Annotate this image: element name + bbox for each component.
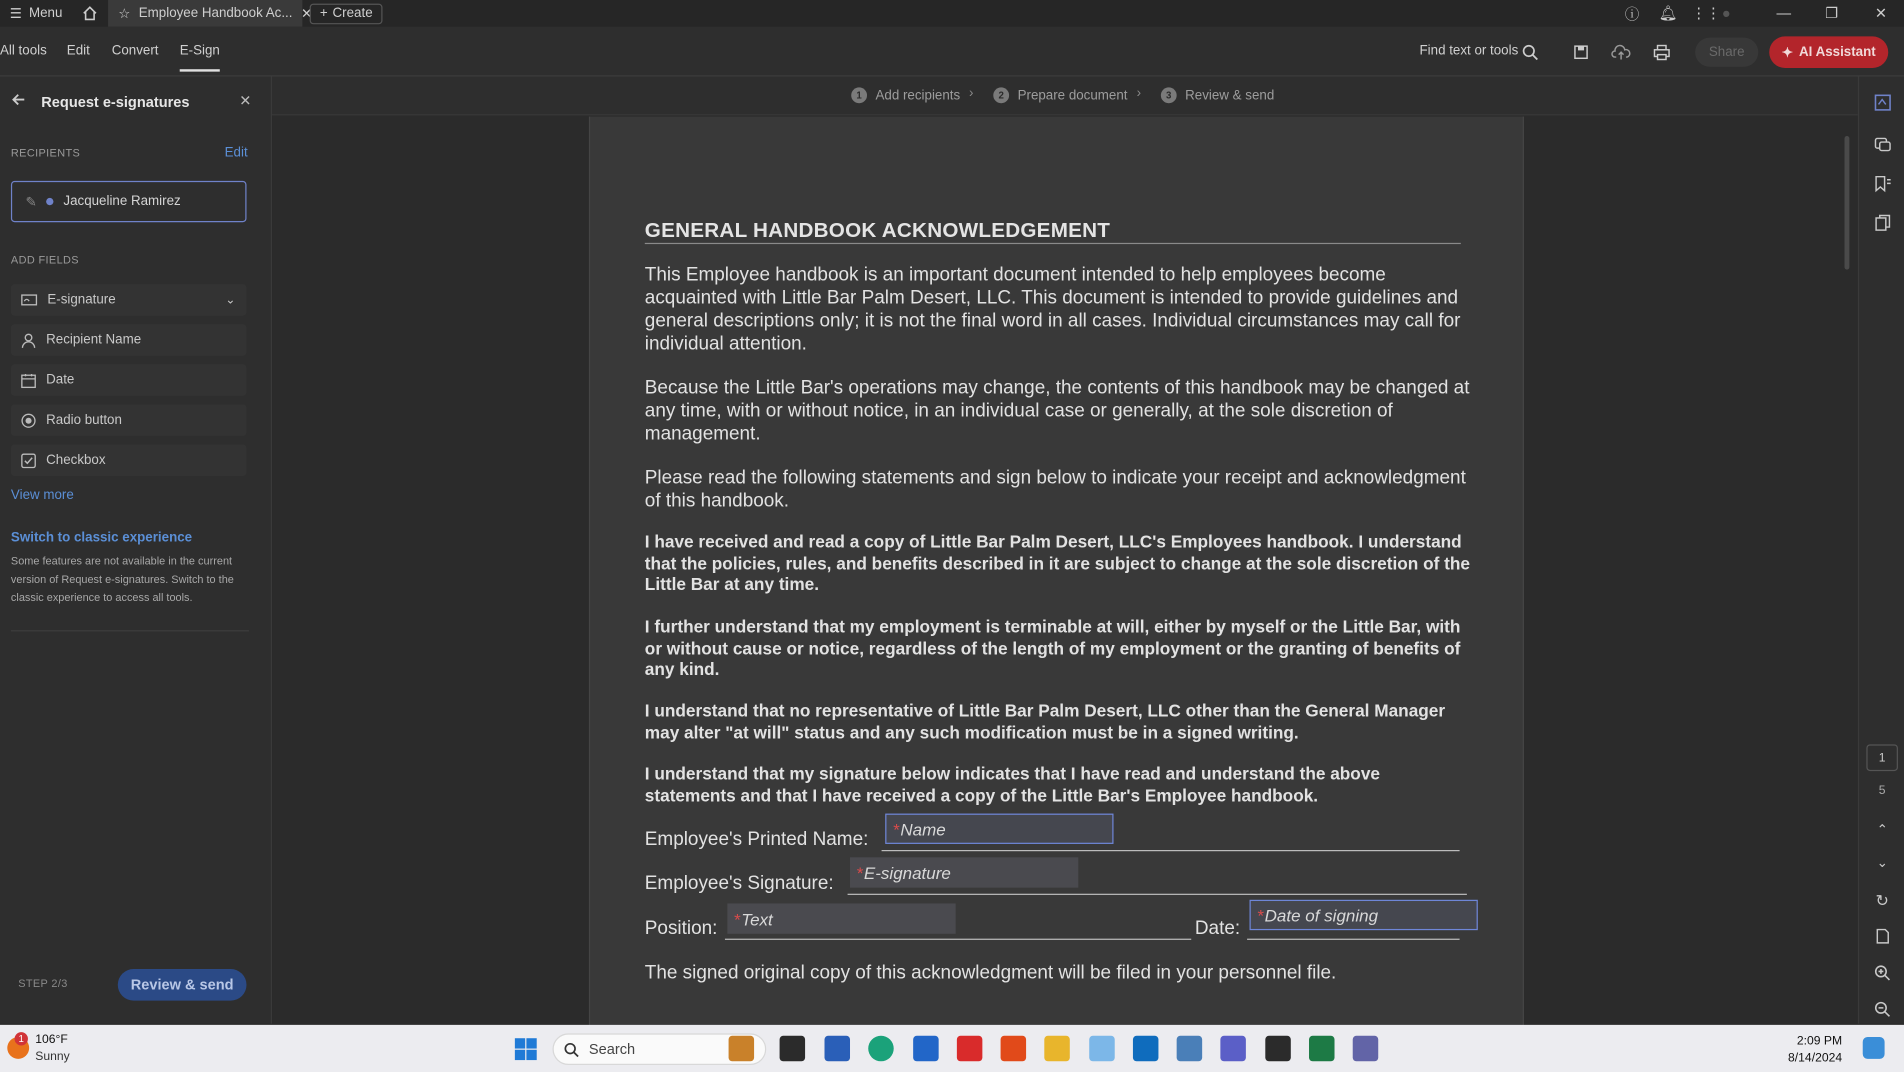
field-label: Recipient Name: [46, 332, 142, 348]
edge-icon[interactable]: [868, 1036, 894, 1062]
zoom-out-icon[interactable]: [1871, 998, 1893, 1020]
file-explorer-icon[interactable]: [1044, 1036, 1070, 1062]
add-fields-heading: ADD FIELDS: [10, 253, 79, 266]
underline: [725, 939, 1191, 940]
panel-title: Request e-signatures: [41, 93, 190, 111]
field-placeholder: Date of signing: [1264, 905, 1379, 925]
title-underline: [645, 243, 1461, 244]
step-add-recipients[interactable]: [851, 87, 960, 103]
esign-panel-icon[interactable]: [1871, 91, 1893, 113]
pen-icon: ✎: [25, 194, 37, 210]
copilot-icon[interactable]: [1863, 1037, 1885, 1059]
star-icon[interactable]: ☆: [118, 6, 131, 22]
person-icon: [21, 332, 37, 348]
paragraph: Please read the following statements and sign below to indicate your receipt and acknowledgment of this handbook.: [644, 467, 1466, 512]
step-prepare-document[interactable]: [993, 87, 1127, 103]
windows-logo-icon: [514, 1037, 538, 1061]
field-radio-button[interactable]: [11, 404, 247, 436]
windows-taskbar: [0, 1025, 1904, 1072]
word-icon[interactable]: [825, 1036, 851, 1062]
save-icon[interactable]: [1570, 41, 1592, 63]
esign-tab[interactable]: E-Sign: [180, 44, 220, 72]
underline: [882, 850, 1460, 851]
ai-assistant-label: AI Assistant: [1799, 44, 1876, 60]
work-briefcase-icon[interactable]: [729, 1036, 755, 1062]
close-tab-icon[interactable]: ✕: [300, 6, 313, 22]
create-button[interactable]: [310, 3, 382, 24]
step-indicator: STEP 2/3: [18, 977, 68, 990]
share-button[interactable]: [1695, 38, 1758, 67]
share-label: Share: [1708, 44, 1745, 60]
document-title: GENERAL HANDBOOK ACKNOWLEDGEMENT: [644, 218, 1111, 242]
underline: [848, 894, 1467, 895]
acknowledgement-statement: I understand that no representative of Little Bar Palm Desert, LLC other than the General Manager may alter "at will" status and any such modification must be in a signed writing.: [644, 701, 1446, 743]
profile-icon[interactable]: ●: [1721, 4, 1731, 22]
home-button[interactable]: [72, 0, 108, 27]
zoom-in-icon[interactable]: [1871, 962, 1893, 984]
bookmark-icon[interactable]: [1871, 172, 1893, 194]
radio-icon: [21, 412, 37, 428]
excel-icon[interactable]: [1309, 1036, 1335, 1062]
vertical-scrollbar[interactable]: [1845, 136, 1850, 270]
close-window-icon[interactable]: ✕: [1874, 4, 1888, 22]
divider: [11, 630, 249, 631]
teams-icon[interactable]: [1220, 1036, 1246, 1062]
sticky-notes-icon[interactable]: [1265, 1036, 1291, 1062]
field-label: E-signature: [47, 292, 116, 308]
teams-work-icon[interactable]: [1353, 1036, 1379, 1062]
field-recipient-name[interactable]: [11, 324, 247, 356]
paragraph: This Employee handbook is an important document intended to help employees become acquainted with Little Bar Palm Desert, LLC. This document is intended to provide guidelines and general descriptions only; it is not the final word in all cases. Individual circumstances may call for individual attention.: [644, 264, 1461, 355]
rotate-icon[interactable]: ↻: [1875, 891, 1889, 910]
total-pages: 5: [1878, 784, 1886, 798]
step-number: 3: [1161, 87, 1177, 103]
request-signatures-panel: [0, 77, 272, 1024]
page-up-icon[interactable]: ⌃: [1876, 822, 1888, 838]
menu-label: Menu: [28, 6, 63, 21]
back-arrow-icon[interactable]: [11, 91, 26, 110]
recipient-item[interactable]: [11, 181, 247, 222]
position-text-field[interactable]: [727, 903, 955, 933]
field-placeholder: E-signature: [863, 862, 951, 883]
field-label: Checkbox: [46, 452, 106, 468]
date-label: Date:: [1194, 918, 1241, 939]
step-label: Prepare document: [1017, 88, 1128, 103]
checkbox-icon: [21, 452, 37, 468]
required-mark: *: [892, 819, 900, 839]
review-send-button[interactable]: [118, 969, 247, 1001]
hamburger-icon: ☰: [9, 6, 22, 22]
review-send-label: Review & send: [130, 976, 234, 994]
step-review-send[interactable]: [1161, 87, 1274, 103]
signature-label: Employee's Signature:: [644, 873, 834, 894]
underline: [1247, 939, 1460, 940]
signature-icon: [21, 293, 38, 308]
edit-tab[interactable]: Edit: [66, 43, 90, 59]
outlook-icon[interactable]: [1133, 1036, 1159, 1062]
view-more-link[interactable]: View more: [10, 488, 74, 503]
switch-classic-link[interactable]: Switch to classic experience: [10, 530, 193, 546]
home-icon: [82, 5, 99, 22]
notifications-icon[interactable]: 🔔︎: [1658, 4, 1678, 22]
recipient-color-dot: [46, 198, 53, 205]
print-icon[interactable]: [1650, 41, 1672, 63]
clock-time[interactable]: 2:09 PM: [1796, 1034, 1843, 1048]
find-tools-input[interactable]: Find text or tools: [1419, 43, 1519, 59]
menu-button[interactable]: [0, 0, 72, 27]
step-number: 2: [993, 87, 1009, 103]
step-number: 1: [851, 87, 867, 103]
right-tool-rail: [1858, 77, 1904, 1024]
date-of-signing-field[interactable]: [1250, 900, 1478, 930]
field-placeholder: Name: [900, 819, 946, 839]
paragraph: Because the Little Bar's operations may change, the contents of this handbook may be changed at any time, with or without notice, in an individual case or generally, at the sole discretion of management.: [644, 377, 1470, 445]
chevron-right-icon: ›: [1136, 86, 1142, 101]
edit-recipients-link[interactable]: Edit: [224, 145, 248, 161]
clock-date[interactable]: 8/14/2024: [1788, 1051, 1843, 1065]
start-button[interactable]: [514, 1037, 538, 1061]
temperature: 106°F: [35, 1033, 68, 1047]
weather-condition: Sunny: [35, 1050, 70, 1064]
step-label: Review & send: [1185, 88, 1275, 103]
recipient-name: Jacqueline Ramirez: [63, 194, 181, 209]
calendar-icon: [21, 372, 37, 388]
main-toolbar: [0, 27, 1904, 77]
name-field[interactable]: [885, 814, 1113, 844]
progress-stepper: [272, 77, 1858, 116]
help-icon[interactable]: ⓘ: [1624, 5, 1640, 23]
search-placeholder: Search: [588, 1040, 636, 1058]
acknowledgement-statement: I have received and read a copy of Little Bar Palm Desert, LLC's Employees handbook. I understand that the policies, rules, and benefits described in it are subject to change at the sole discretion of the Little Bar at any time.: [644, 533, 1471, 596]
comment-icon[interactable]: [1871, 134, 1893, 156]
footer-note: The signed original copy of this acknowledgment will be filed in your personnel file.: [644, 962, 1337, 984]
field-checkbox[interactable]: [11, 444, 247, 476]
switch-classic-description: Some features are not available in the current version of Request e-signatures. Switch to the classic experience to access all tools.: [10, 554, 234, 604]
recipients-heading: RECIPIENTS: [10, 146, 81, 160]
minimize-icon[interactable]: —: [1776, 4, 1792, 22]
step-label: Add recipients: [875, 88, 961, 103]
store-icon[interactable]: [913, 1036, 939, 1062]
current-page-input[interactable]: 1: [1866, 744, 1898, 771]
field-label: Date: [46, 372, 75, 388]
acrobat-icon[interactable]: [957, 1036, 983, 1062]
position-label: Position:: [644, 918, 718, 939]
printed-name-label: Employee's Printed Name:: [644, 829, 869, 851]
task-view-icon[interactable]: [780, 1036, 806, 1062]
esignature-field[interactable]: [850, 857, 1078, 887]
search-icon[interactable]: [1519, 41, 1541, 63]
field-date[interactable]: [11, 364, 247, 396]
plus-icon: +: [319, 6, 328, 21]
document-page: [589, 117, 1524, 1025]
required-mark: *: [733, 908, 741, 929]
field-placeholder: Text: [741, 908, 773, 929]
office-icon[interactable]: [1001, 1036, 1027, 1062]
field-label: Radio button: [46, 412, 122, 428]
field-esignature[interactable]: [11, 284, 247, 316]
snipping-tool-icon[interactable]: [1089, 1036, 1115, 1062]
ai-sparkle-icon: ✦: [1781, 45, 1793, 61]
upload-cloud-icon[interactable]: [1610, 41, 1632, 63]
pages-icon[interactable]: [1871, 211, 1893, 233]
document-tab[interactable]: [109, 0, 313, 27]
ai-assistant-button[interactable]: [1769, 36, 1888, 68]
create-label: Create: [332, 6, 373, 21]
required-mark: *: [856, 862, 863, 883]
search-icon: [563, 1041, 579, 1057]
weather-alert-badge: 1: [15, 1032, 28, 1045]
page-down-icon[interactable]: ⌄: [1876, 855, 1888, 871]
close-panel-icon[interactable]: ✕: [239, 92, 252, 110]
restore-icon[interactable]: ❐: [1825, 4, 1839, 22]
title-bar: [0, 0, 1904, 27]
required-mark: *: [1256, 905, 1264, 925]
page-fit-icon[interactable]: [1871, 925, 1893, 947]
apps-grid-icon[interactable]: ⋮⋮: [1691, 4, 1721, 22]
calculator-icon[interactable]: [1177, 1036, 1203, 1062]
all-tools-tab[interactable]: All tools: [0, 43, 47, 59]
acknowledgement-statement: I further understand that my employment is terminable at will, either by myself or the Little Bar, with or without cause or notice, regardless of the length of my employment or the granting of benefits of any kind.: [644, 618, 1461, 681]
acknowledgement-statement: I understand that my signature below indicates that I have read and understand the above statements and that I have received a copy of the Little Bar's Employee handbook.: [644, 765, 1381, 806]
tab-title: Employee Handbook Ac...: [138, 6, 293, 21]
convert-tab[interactable]: Convert: [111, 43, 159, 59]
chevron-right-icon: ›: [969, 86, 974, 101]
chevron-down-icon[interactable]: ⌄: [225, 293, 236, 307]
